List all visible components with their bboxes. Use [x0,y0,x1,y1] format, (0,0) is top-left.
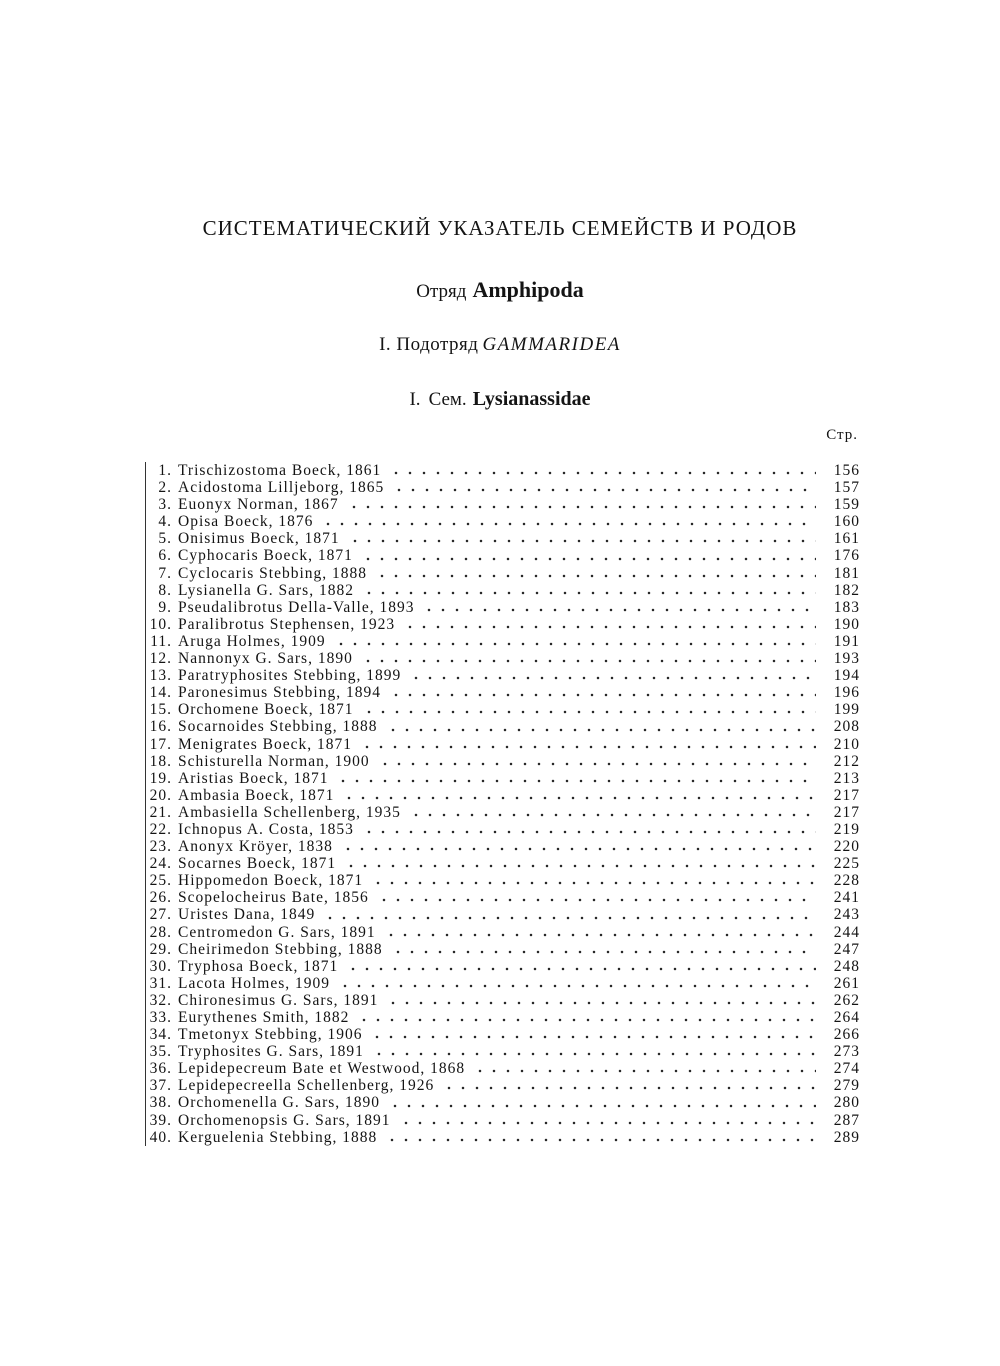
page-number: 264 [833,1009,860,1026]
page-number: 241 [833,889,860,907]
index-entry [146,821,860,838]
index-entry [146,872,860,889]
dot-leader [344,864,816,868]
dot-leader [409,676,816,680]
index-title: СИСТЕМАТИЧЕСКИЙ УКАЗАТЕЛЬ СЕМЕЙСТВ И РОДОВ [202,216,798,240]
dot-leader [391,950,816,954]
entry-number: 15. [149,701,172,719]
dot-leader [442,1086,816,1090]
index-entry [146,1026,860,1043]
index-entry [146,582,860,599]
index-entry [146,1043,860,1060]
genus-name: Hippomedon Boeck, 1871 [178,872,364,890]
dot-leader [409,813,816,817]
order-heading [0,277,1000,303]
suborder-heading [0,334,1000,356]
page-number: 220 [833,838,860,856]
genus-name: Aruga Holmes, 1909 [178,632,326,650]
index-entry [146,718,860,735]
page-number: 243 [833,906,860,924]
entry-number: 28. [149,923,172,941]
entry-number: 5. [158,530,172,548]
entry-number: 18. [149,752,172,770]
entry-number: 39. [149,1111,172,1129]
dot-leader [377,898,816,902]
page-number: 219 [833,820,860,838]
dot-leader [388,1104,816,1108]
entry-number: 13. [149,667,172,685]
genus-name: Lysianella G. Sars, 1882 [178,581,354,599]
genus-name: Socarnes Boeck, 1871 [178,855,337,873]
page-number: 196 [833,684,860,702]
page-number: 208 [833,718,860,736]
dot-leader [385,1138,816,1142]
genus-name: Tryphosites G. Sars, 1891 [178,1043,364,1061]
index-entry [146,975,860,992]
index-entry [146,838,860,855]
index-entry [146,701,860,718]
family-numeral: I. [409,389,421,410]
entry-number: 40. [149,1128,172,1146]
index-entry [146,889,860,906]
genus-name: Tmetonyx Stebbing, 1906 [178,1026,363,1044]
dot-leader [386,728,817,732]
genus-name: Chironesimus G. Sars, 1891 [178,991,379,1009]
index-entry [146,804,860,821]
page-number: 194 [833,667,860,685]
genus-name: Nannonyx G. Sars, 1890 [178,650,353,668]
genus-name: Euonyx Norman, 1867 [178,496,339,514]
page-number: 266 [833,1026,860,1044]
dot-leader [362,830,816,834]
genus-name: Cyphocaris Boeck, 1871 [178,547,353,565]
dot-leader [342,796,816,800]
index-entry [146,1094,860,1111]
page-number: 176 [833,547,860,565]
page-number: 210 [833,735,860,753]
dot-leader [361,659,816,663]
page-number: 212 [833,752,860,770]
page-number: 244 [833,923,860,941]
dot-leader [357,1018,816,1022]
index-entry [146,650,860,667]
index-entry [146,1129,860,1146]
index-entry [146,667,860,684]
entry-number: 3. [158,496,172,514]
genus-name: Cyclocaris Stebbing, 1888 [178,564,368,582]
genus-name: Opisa Boeck, 1876 [178,513,314,531]
genus-name: Lepidepecreella Schellenberg, 1926 [178,1077,435,1095]
page-number: 261 [833,974,860,992]
page-number: 287 [833,1111,860,1129]
page-number: 274 [833,1060,860,1078]
dot-leader [338,984,816,988]
entry-number: 19. [149,769,172,787]
entry-number: 35. [149,1043,172,1061]
dot-leader [473,1069,816,1073]
entry-number: 10. [149,615,172,633]
index-entry [146,924,860,941]
entry-number: 4. [158,513,172,531]
genus-name: Paronesimus Stebbing, 1894 [178,684,381,702]
index-entry [146,684,860,701]
entry-number: 36. [149,1060,172,1078]
dot-leader [347,505,816,509]
page-number: 280 [833,1094,860,1112]
genus-name: Uristes Dana, 1849 [178,906,316,924]
index-entry [146,599,860,616]
page-number: 159 [833,496,860,514]
order-prefix: Отряд [416,281,467,302]
page-number: 262 [833,991,860,1009]
index-entry [146,633,860,650]
page-number: 181 [833,564,860,582]
index-entry [146,787,860,804]
index-entry [146,1077,860,1094]
genus-name: Kerguelenia Stebbing, 1888 [178,1128,378,1146]
genus-name: Acidostoma Lilljeborg, 1865 [178,479,385,497]
index-entry [146,513,860,530]
index-entry [146,565,860,582]
dot-leader [392,488,816,492]
index-entry [146,906,860,923]
entry-number: 24. [149,855,172,873]
entry-number: 20. [149,786,172,804]
index-entry [146,770,860,787]
page-number: 248 [833,957,860,975]
index-entry [146,1009,860,1026]
page-number: 225 [833,855,860,873]
index-entry [146,616,860,633]
index-entry [146,462,860,479]
page-number: 183 [833,598,860,616]
page-number: 157 [833,479,860,497]
dot-leader [362,591,816,595]
genus-name: Lepidepecreum Bate et Westwood, 1868 [178,1060,466,1078]
index-entry [146,479,860,496]
suborder-prefix: Подотряд [396,334,479,355]
index-entry [146,1112,860,1129]
dot-leader [321,522,816,526]
dot-leader [378,762,816,766]
dot-leader [334,642,816,646]
entry-number: 11. [150,632,172,650]
page-number: 156 [833,462,860,479]
dot-leader [341,847,816,851]
genus-name: Lacota Holmes, 1909 [178,974,331,992]
dot-leader [360,745,816,749]
entry-number: 2. [158,479,172,497]
genus-name: Ambasia Boeck, 1871 [178,786,335,804]
page-number: 213 [833,769,860,787]
index-entry [146,530,860,547]
page-column-label: Стр. [826,427,858,443]
index-entry [146,855,860,872]
index-entry [146,958,860,975]
family-heading [0,388,1000,411]
genus-name: Orchomene Boeck, 1871 [178,701,354,719]
genus-name: Paralibrotus Stephensen, 1923 [178,615,396,633]
page-number: 247 [833,940,860,958]
index-entry [146,941,860,958]
entry-number: 16. [149,718,172,736]
page-number: 279 [833,1077,860,1095]
genus-index-list [145,462,860,1146]
dot-leader [399,1121,816,1125]
genus-name: Ichnopus A. Costa, 1853 [178,820,354,838]
entry-number: 8. [158,581,172,599]
suborder-name: GAMMARIDEA [482,334,621,355]
order-name: Amphipoda [472,277,584,302]
dot-leader [384,933,816,937]
page-number: 273 [833,1043,860,1061]
page-number: 217 [833,803,860,821]
dot-leader [403,625,816,629]
entry-number: 23. [149,838,172,856]
genus-name: Socarnoides Stebbing, 1888 [178,718,378,736]
page-number: 193 [833,650,860,668]
page-number: 161 [833,530,860,548]
genus-name: Schisturella Norman, 1900 [178,752,370,770]
entry-number: 34. [149,1026,172,1044]
page-number: 228 [833,872,860,890]
dot-leader [346,967,816,971]
genus-name: Ambasiella Schellenberg, 1935 [178,803,401,821]
entry-number: 29. [149,940,172,958]
genus-name: Aristias Boeck, 1871 [178,769,329,787]
family-name: Lysianassidae [472,388,591,410]
dot-leader [375,574,816,578]
entry-number: 9. [158,598,172,616]
suborder-numeral: I. [379,334,392,355]
genus-name: Onisimus Boeck, 1871 [178,530,340,548]
dot-leader [386,1001,816,1005]
entry-number: 14. [149,684,172,702]
dot-leader [362,710,816,714]
page-number: 191 [833,632,860,650]
genus-name: Tryphosa Boeck, 1871 [178,957,339,975]
entry-number: 17. [149,735,172,753]
index-entry [146,753,860,770]
dot-leader [371,881,816,885]
entry-number: 21. [149,803,172,821]
genus-name: Eurythenes Smith, 1882 [178,1009,350,1026]
entry-number: 7. [158,564,172,582]
entry-number: 1. [158,462,172,479]
genus-name: Centromedon G. Sars, 1891 [178,923,376,941]
page-number: 182 [833,581,860,599]
page-number: 289 [833,1128,860,1146]
dot-leader [336,779,816,783]
entry-number: 26. [149,889,172,907]
entry-number: 37. [149,1077,172,1095]
entry-number: 32. [149,991,172,1009]
index-entry [146,1060,860,1077]
page-number: 190 [833,615,860,633]
page-number: 217 [833,786,860,804]
genus-name: Paratryphosites Stebbing, 1899 [178,667,402,685]
dot-leader [361,557,816,561]
family-prefix: Сем. [428,389,467,410]
index-entry [146,992,860,1009]
genus-name: Cheirimedon Stebbing, 1888 [178,940,383,958]
dot-leader [389,693,816,697]
dot-leader [422,608,816,612]
genus-name: Anonyx Kröyer, 1838 [178,838,333,856]
entry-number: 30. [149,957,172,975]
index-entry [146,547,860,564]
page-number: 199 [833,701,860,719]
genus-name: Pseudalibrotus Della-Valle, 1893 [178,598,415,616]
entry-number: 6. [158,547,172,565]
genus-name: Orchomenella G. Sars, 1890 [178,1094,381,1112]
dot-leader [348,539,816,543]
dot-leader [370,1035,816,1039]
entry-number: 33. [149,1009,172,1026]
entry-number: 31. [149,974,172,992]
genus-name: Scopelocheirus Bate, 1856 [178,889,369,907]
entry-number: 25. [149,872,172,890]
dot-leader [389,471,816,475]
entry-number: 38. [149,1094,172,1112]
dot-leader [372,1052,816,1056]
page-number: 160 [833,513,860,531]
genus-name: Menigrates Boeck, 1871 [178,735,352,753]
genus-name: Orchomenopsis G. Sars, 1891 [178,1111,391,1129]
entry-number: 12. [149,650,172,668]
entry-number: 27. [149,906,172,924]
index-entry [146,496,860,513]
entry-number: 22. [149,820,172,838]
dot-leader [323,916,816,920]
genus-name: Trischizostoma Boeck, 1861 [178,462,382,479]
index-entry [146,736,860,753]
